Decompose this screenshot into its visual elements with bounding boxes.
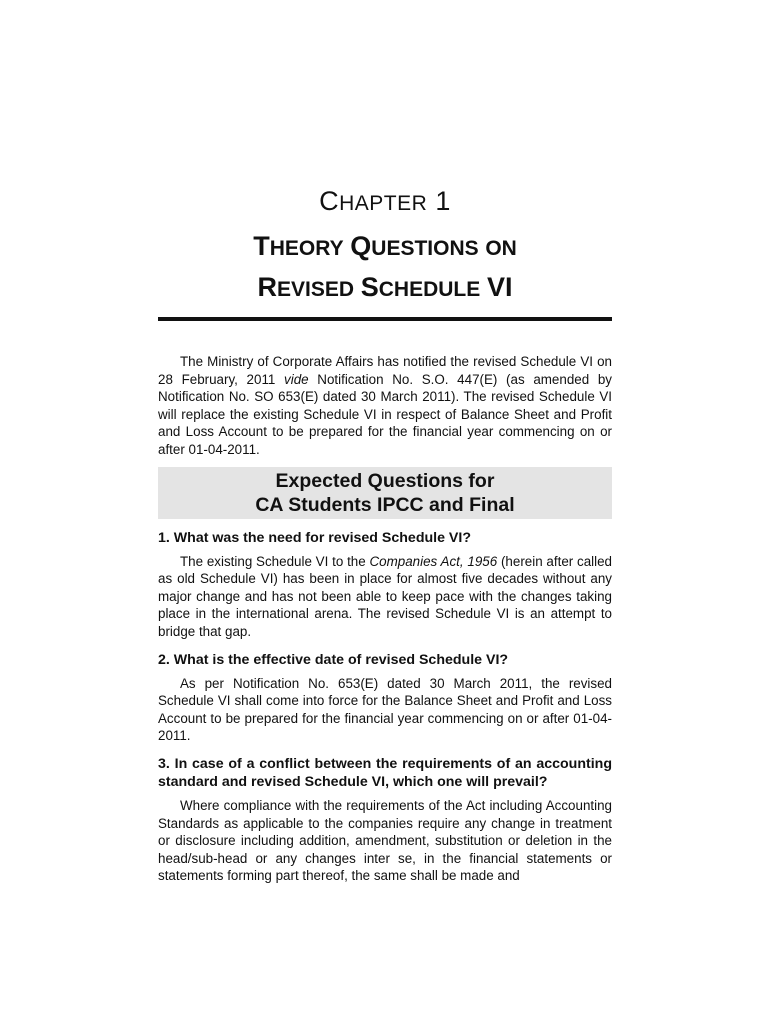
title-divider bbox=[158, 317, 612, 321]
answer-1-text-2: (herein after called as old Schedule VI) has been in place for almost five decades without any major change and has not been able to keep pace with the changes taking place in the international arena. The revised Schedule VI is an attempt to bridge that gap. bbox=[158, 553, 613, 639]
chapter-label-rest: HAPTER bbox=[339, 192, 428, 215]
chapter-title bbox=[158, 227, 612, 309]
chapter-title-line-2 bbox=[257, 272, 513, 302]
banner-line-1: Expected Questions for bbox=[275, 469, 495, 492]
question-3-heading: 3. In case of a conflict between the requirements of an accounting standard and revised Schedule VI, which one will prevail? bbox=[158, 755, 612, 790]
intro-paragraph bbox=[158, 353, 612, 459]
intro-italic-vide: vide bbox=[284, 371, 309, 387]
title-word-initial: R bbox=[257, 272, 278, 302]
expected-questions-banner bbox=[158, 467, 612, 519]
title-word-rest: EVISED bbox=[277, 278, 355, 301]
intro-text-2: Notification No. S.O. 447(E) (as amended by Notification No. SO 653(E) dated 30 March 2011). The revised Schedule VI will replace the existing Schedule VI in respect of Balance Sheet and Profit and Loss Account to be prepared for the financial year commencing on or after 01-04-2011. bbox=[158, 371, 612, 457]
question-2-heading: 2. What is the effective date of revised Schedule VI? bbox=[158, 651, 509, 668]
banner-line-2: CA Students IPCC and Final bbox=[255, 493, 515, 516]
document-page bbox=[158, 182, 612, 885]
question-2-answer: As per Notification No. 653(E) dated 30 March 2011, the revised Schedule VI shall come into force for the Balance Sheet and Profit and Loss Account to be prepared for the financial year commencing on or after 01-04-2011. bbox=[158, 675, 612, 744]
question-1-heading: 1. What was the need for revised Schedule VI? bbox=[158, 529, 471, 546]
answer-1-text-1: The existing Schedule VI to the bbox=[180, 553, 370, 569]
chapter-number: 1 bbox=[435, 186, 451, 216]
title-word-initial: T bbox=[253, 231, 270, 261]
intro-text-1: The Ministry of Corporate Affairs has notified the revised Schedule VI on 28 February, 2011 bbox=[158, 354, 612, 387]
question-3-answer: Where compliance with the requirements of the Act including Accounting Standards as applicable to the companies require any change in treatment or disclosure including addition, amendment, substitution or deletion in the head/sub-head or any changes inter se, in the financial statements or statements forming part thereof, the same shall be made and bbox=[158, 797, 612, 884]
answer-1-italic: Companies Act, 1956 bbox=[369, 553, 498, 569]
title-word-rest: HEORY bbox=[269, 237, 344, 260]
title-word-initial: VI bbox=[486, 272, 513, 302]
title-word-rest: ON bbox=[485, 237, 517, 260]
question-1-answer bbox=[158, 553, 612, 641]
chapter-title-line-1 bbox=[253, 231, 517, 261]
title-word-rest: CHEDULE bbox=[378, 278, 481, 301]
title-word-initial: S bbox=[360, 272, 379, 302]
chapter-label bbox=[158, 182, 612, 223]
title-word-rest: UESTIONS bbox=[371, 237, 479, 260]
chapter-label-initial: C bbox=[319, 186, 340, 216]
title-word-initial: Q bbox=[350, 231, 372, 261]
